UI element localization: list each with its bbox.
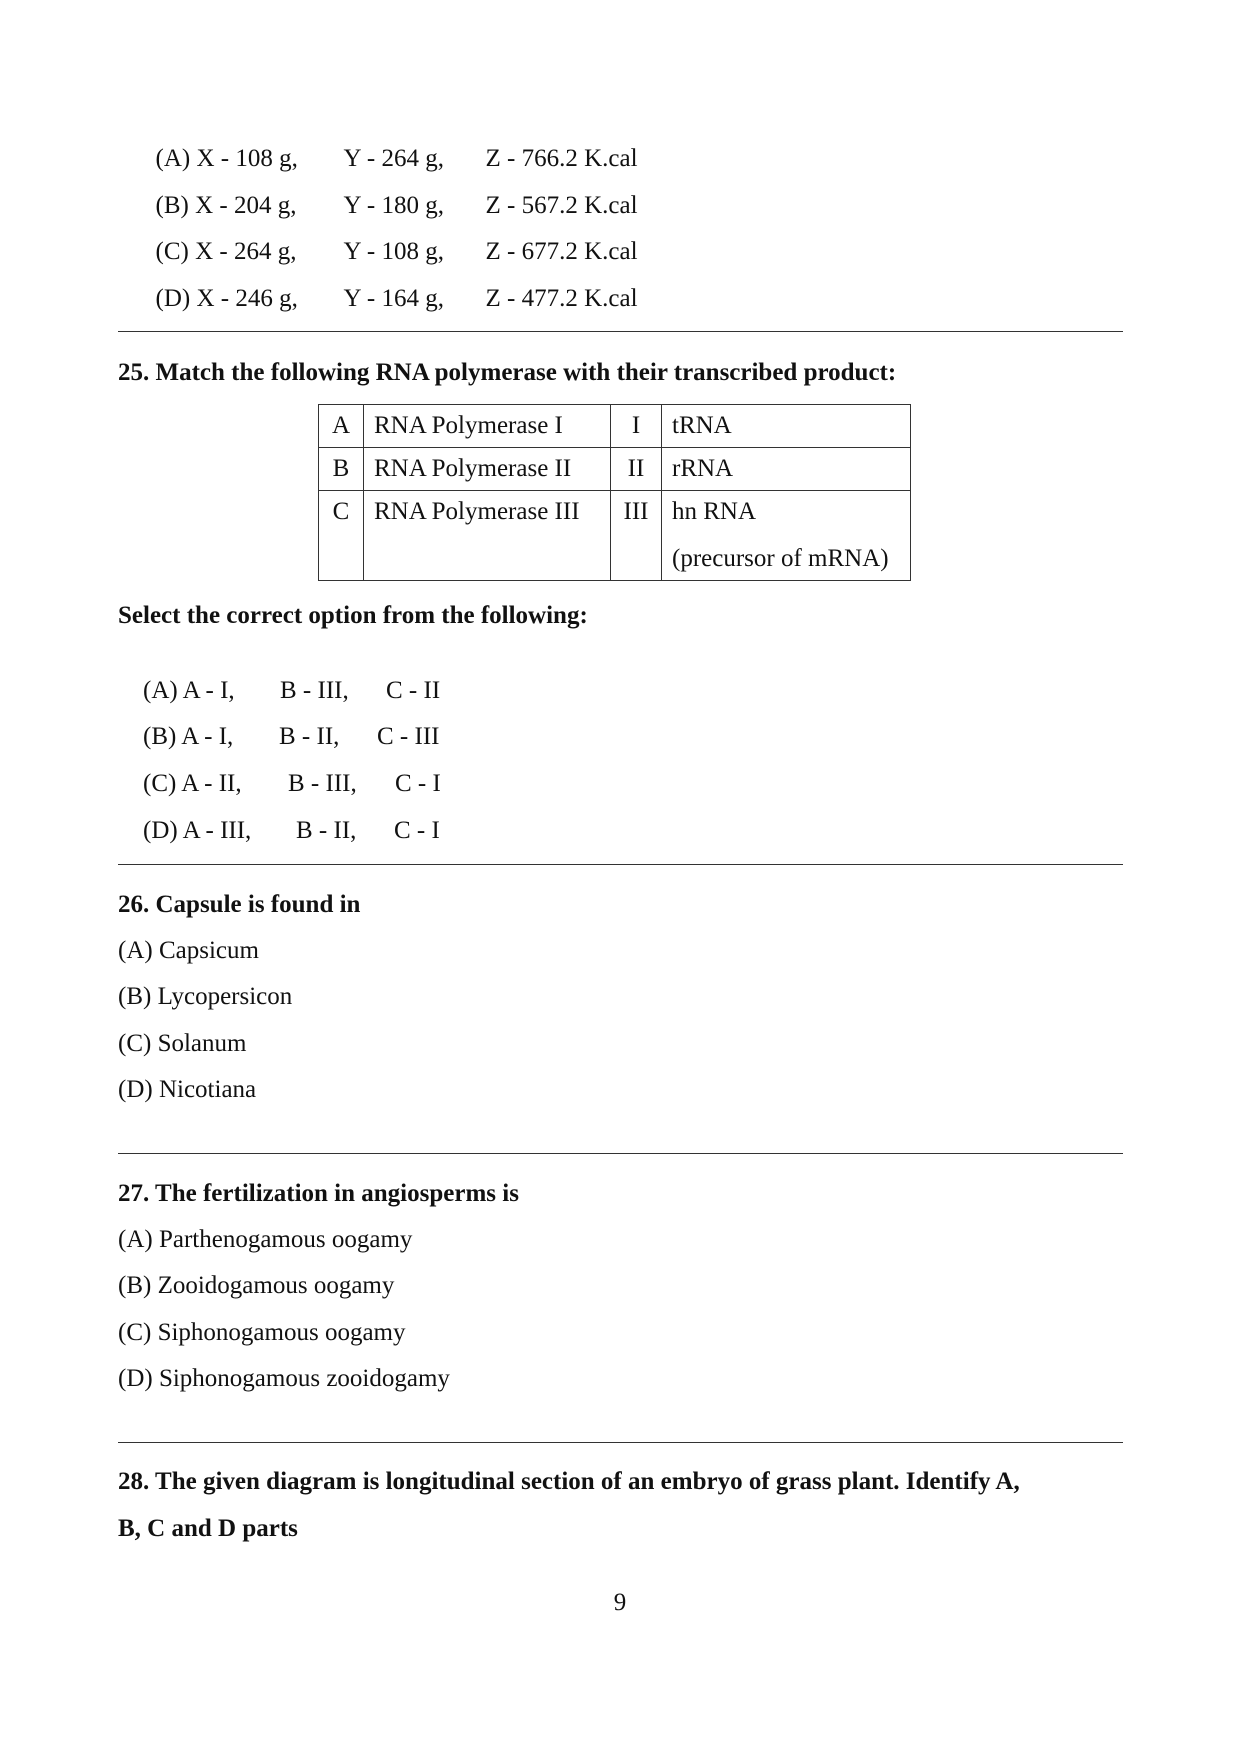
match-enzyme: RNA Polymerase II bbox=[364, 448, 611, 491]
match-letter: B bbox=[319, 448, 364, 491]
divider bbox=[118, 1442, 1123, 1443]
table-row bbox=[319, 448, 911, 491]
q25-match-table bbox=[318, 404, 911, 581]
table-row bbox=[319, 405, 911, 448]
q25-prompt: Select the correct option from the following: bbox=[118, 602, 588, 629]
q25-title: 25. Match the following RNA polymerase with their transcribed product: bbox=[118, 359, 897, 386]
q26-title: 26. Capsule is found in bbox=[118, 891, 361, 918]
match-enzyme: RNA Polymerase III bbox=[364, 491, 611, 581]
divider bbox=[118, 864, 1123, 865]
q24-option-b[interactable]: (B) X - 204 g, Y - 180 g, Z - 567.2 K.cal bbox=[155, 192, 638, 219]
q28-title-cont: B, C and D parts bbox=[118, 1515, 298, 1542]
q27-option-d[interactable]: (D) Siphonogamous zooidogamy bbox=[118, 1365, 450, 1392]
q27-option-a[interactable]: (A) Parthenogamous oogamy bbox=[118, 1226, 413, 1253]
match-numeral: I bbox=[611, 405, 662, 448]
q25-option-b[interactable]: (B) A - I, B - II, C - III bbox=[143, 723, 440, 750]
divider bbox=[118, 1153, 1123, 1154]
q24-option-c[interactable]: (C) X - 264 g, Y - 108 g, Z - 677.2 K.cal bbox=[155, 238, 638, 265]
match-letter: C bbox=[319, 491, 364, 581]
match-product: tRNA bbox=[662, 405, 911, 448]
q26-option-d[interactable]: (D) Nicotiana bbox=[118, 1076, 257, 1103]
table-row bbox=[319, 491, 911, 581]
match-letter: A bbox=[319, 405, 364, 448]
q27-title: 27. The fertilization in angiosperms is bbox=[118, 1180, 519, 1207]
q27-option-c[interactable]: (C) Siphonogamous oogamy bbox=[118, 1319, 406, 1346]
q28-title: 28. The given diagram is longitudinal section of an embryo of grass plant. Identify A, bbox=[118, 1468, 1020, 1495]
q24-option-d[interactable]: (D) X - 246 g, Y - 164 g, Z - 477.2 K.cal bbox=[155, 285, 638, 312]
q26-option-c[interactable]: (C) Solanum bbox=[118, 1030, 247, 1057]
match-product: rRNA bbox=[662, 448, 911, 491]
q26-option-a[interactable]: (A) Capsicum bbox=[118, 937, 259, 964]
match-product-note: (precursor of mRNA) bbox=[672, 545, 889, 572]
divider bbox=[118, 331, 1123, 332]
q25-option-c[interactable]: (C) A - II, B - III, C - I bbox=[143, 770, 441, 797]
page-number: 9 bbox=[613, 1589, 627, 1616]
q27-option-b[interactable]: (B) Zooidogamous oogamy bbox=[118, 1272, 395, 1299]
q26-option-b[interactable]: (B) Lycopersicon bbox=[118, 983, 293, 1010]
q25-option-a[interactable]: (A) A - I, B - III, C - II bbox=[143, 677, 441, 704]
match-numeral: II bbox=[611, 448, 662, 491]
q24-option-a[interactable]: (A) X - 108 g, Y - 264 g, Z - 766.2 K.cal bbox=[155, 145, 638, 172]
q25-option-d[interactable]: (D) A - III, B - II, C - I bbox=[143, 817, 440, 844]
match-numeral: III bbox=[611, 491, 662, 581]
match-product: hn RNA (precursor of mRNA) bbox=[662, 491, 911, 581]
match-enzyme: RNA Polymerase I bbox=[364, 405, 611, 448]
